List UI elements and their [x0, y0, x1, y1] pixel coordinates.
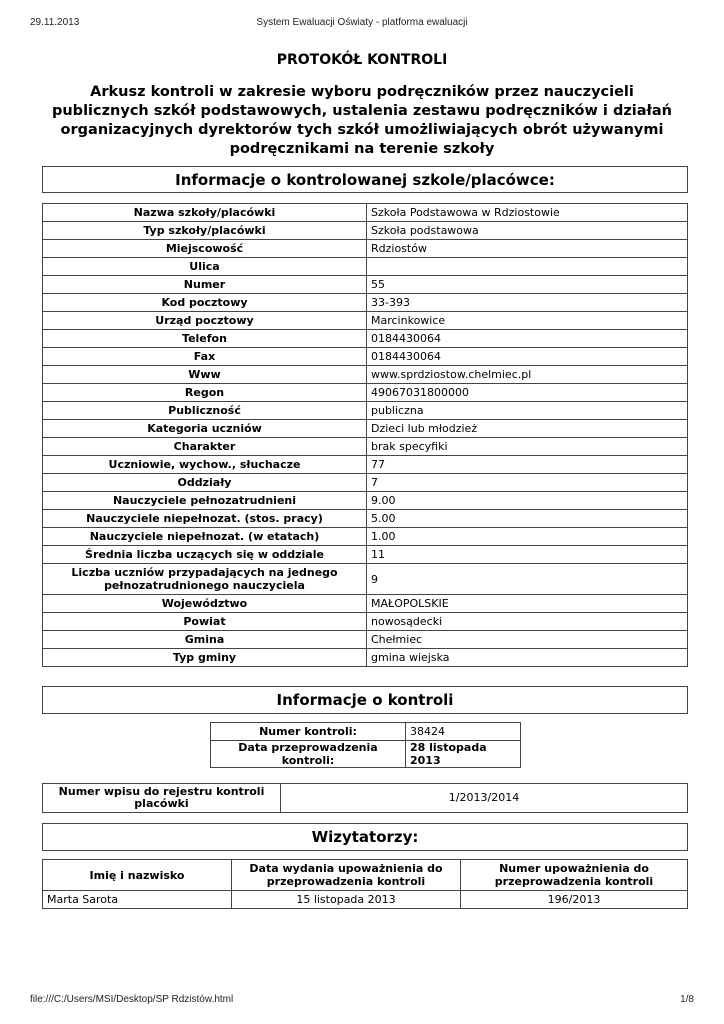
- table-header-row: [43, 860, 688, 891]
- table-row: [43, 276, 688, 294]
- field-label: Publiczność: [43, 402, 367, 420]
- field-label: Numer: [43, 276, 367, 294]
- table-row: [43, 348, 688, 366]
- field-value: 9: [367, 564, 688, 595]
- field-value: 55: [367, 276, 688, 294]
- field-label: Oddziały: [43, 474, 367, 492]
- field-value: 0184430064: [367, 330, 688, 348]
- document-title: PROTOKÓŁ KONTROLI: [276, 52, 448, 68]
- field-value: 9.00: [367, 492, 688, 510]
- field-value: 77: [367, 456, 688, 474]
- table-row: [43, 595, 688, 613]
- inspector-name: Marta Sarota: [43, 891, 232, 909]
- authorization-date: 15 listopada 2013: [232, 891, 461, 909]
- field-label: Gmina: [43, 631, 367, 649]
- field-value: Szkoła podstawowa: [367, 222, 688, 240]
- table-row: [43, 438, 688, 456]
- field-label: Nauczyciele niepełnozat. (w etatach): [43, 528, 367, 546]
- table-row: [43, 891, 688, 909]
- field-label: Urząd pocztowy: [43, 312, 367, 330]
- table-row: [43, 330, 688, 348]
- table-row: [43, 631, 688, 649]
- field-label: Województwo: [43, 595, 367, 613]
- authorization-number: 196/2013: [461, 891, 688, 909]
- field-label: Fax: [43, 348, 367, 366]
- table-row: [43, 402, 688, 420]
- field-value: publiczna: [367, 402, 688, 420]
- field-label: Powiat: [43, 613, 367, 631]
- table-row: [43, 492, 688, 510]
- field-value: nowosądecki: [367, 613, 688, 631]
- field-label: Regon: [43, 384, 367, 402]
- control-number-value: 38424: [406, 723, 521, 741]
- field-value: Marcinkowice: [367, 312, 688, 330]
- field-label: Ulica: [43, 258, 367, 276]
- field-value: [367, 258, 688, 276]
- column-header: Imię i nazwisko: [43, 860, 232, 891]
- field-label: Średnia liczba uczących się w oddziale: [43, 546, 367, 564]
- table-row: [43, 420, 688, 438]
- field-value: 5.00: [367, 510, 688, 528]
- table-row: [43, 564, 688, 595]
- control-date-label: Data przeprowadzenia kontroli:: [211, 741, 406, 768]
- table-row: [43, 528, 688, 546]
- control-date-value: 28 listopada 2013: [406, 741, 521, 768]
- document-subtitle: Arkusz kontroli w zakresie wyboru podręczników przez nauczycieli publicznych szkół podstawowych, ustalenia zestawu podręczników i działań organizacyjnych dyrektorów tych szkół umożliwiających obrót używanymi podręcznikami na terenie szkoły: [51, 84, 673, 157]
- field-label: Uczniowie, wychow., słuchacze: [43, 456, 367, 474]
- table-row: [43, 546, 688, 564]
- field-value: www.sprdziostow.chelmiec.pl: [367, 366, 688, 384]
- school-section-heading: Informacje o kontrolowanej szkole/placówce:: [42, 166, 688, 193]
- table-row: [43, 312, 688, 330]
- school-info-table: [42, 203, 688, 667]
- header-date: 29.11.2013: [30, 17, 80, 28]
- table-row: [43, 510, 688, 528]
- field-value: 0184430064: [367, 348, 688, 366]
- registry-value: 1/2013/2014: [281, 784, 688, 813]
- field-label: Telefon: [43, 330, 367, 348]
- registry-label: Numer wpisu do rejestru kontroli placówki: [43, 784, 281, 813]
- field-label: Nauczyciele pełnozatrudnieni: [43, 492, 367, 510]
- field-label: Kod pocztowy: [43, 294, 367, 312]
- field-value: brak specyfiki: [367, 438, 688, 456]
- header-title: System Ewaluacji Oświaty - platforma ewaluacji: [256, 17, 468, 28]
- field-value: Chełmiec: [367, 631, 688, 649]
- table-row: [43, 456, 688, 474]
- field-label: Miejscowość: [43, 240, 367, 258]
- control-info-table: [210, 722, 521, 768]
- field-label: Liczba uczniów przypadających na jednego pełnozatrudnionego nauczyciela: [43, 564, 367, 595]
- field-value: 11: [367, 546, 688, 564]
- table-row: [211, 741, 521, 768]
- column-header: Numer upoważnienia do przeprowadzenia kontroli: [461, 860, 688, 891]
- field-value: gmina wiejska: [367, 649, 688, 667]
- column-header: Data wydania upoważnienia do przeprowadzenia kontroli: [232, 860, 461, 891]
- table-row: [43, 384, 688, 402]
- field-value: 33-393: [367, 294, 688, 312]
- field-label: Www: [43, 366, 367, 384]
- field-value: Dzieci lub młodzież: [367, 420, 688, 438]
- table-row: [43, 294, 688, 312]
- table-row: [43, 222, 688, 240]
- table-row: [43, 366, 688, 384]
- field-value: Rdziostów: [367, 240, 688, 258]
- table-row: [211, 723, 521, 741]
- inspectors-section-heading: Wizytatorzy:: [42, 823, 688, 851]
- field-value: Szkoła Podstawowa w Rdziostowie: [367, 204, 688, 222]
- field-label: Typ gminy: [43, 649, 367, 667]
- field-value: MAŁOPOLSKIE: [367, 595, 688, 613]
- field-label: Nazwa szkoły/placówki: [43, 204, 367, 222]
- table-row: [43, 474, 688, 492]
- table-row: [43, 784, 688, 813]
- field-label: Nauczyciele niepełnozat. (stos. pracy): [43, 510, 367, 528]
- footer-page-number: 1/8: [680, 994, 694, 1005]
- control-number-label: Numer kontroli:: [211, 723, 406, 741]
- inspectors-table: [42, 859, 688, 909]
- field-label: Charakter: [43, 438, 367, 456]
- table-row: [43, 240, 688, 258]
- field-value: 49067031800000: [367, 384, 688, 402]
- table-row: [43, 613, 688, 631]
- control-section-heading: Informacje o kontroli: [42, 686, 688, 714]
- field-label: Kategoria uczniów: [43, 420, 367, 438]
- registry-table: [42, 783, 688, 813]
- field-value: 7: [367, 474, 688, 492]
- table-row: [43, 649, 688, 667]
- field-value: 1.00: [367, 528, 688, 546]
- table-row: [43, 204, 688, 222]
- footer-file-path: file:///C:/Users/MSI/Desktop/SP Rdzistów.html: [30, 994, 234, 1005]
- table-row: [43, 258, 688, 276]
- field-label: Typ szkoły/placówki: [43, 222, 367, 240]
